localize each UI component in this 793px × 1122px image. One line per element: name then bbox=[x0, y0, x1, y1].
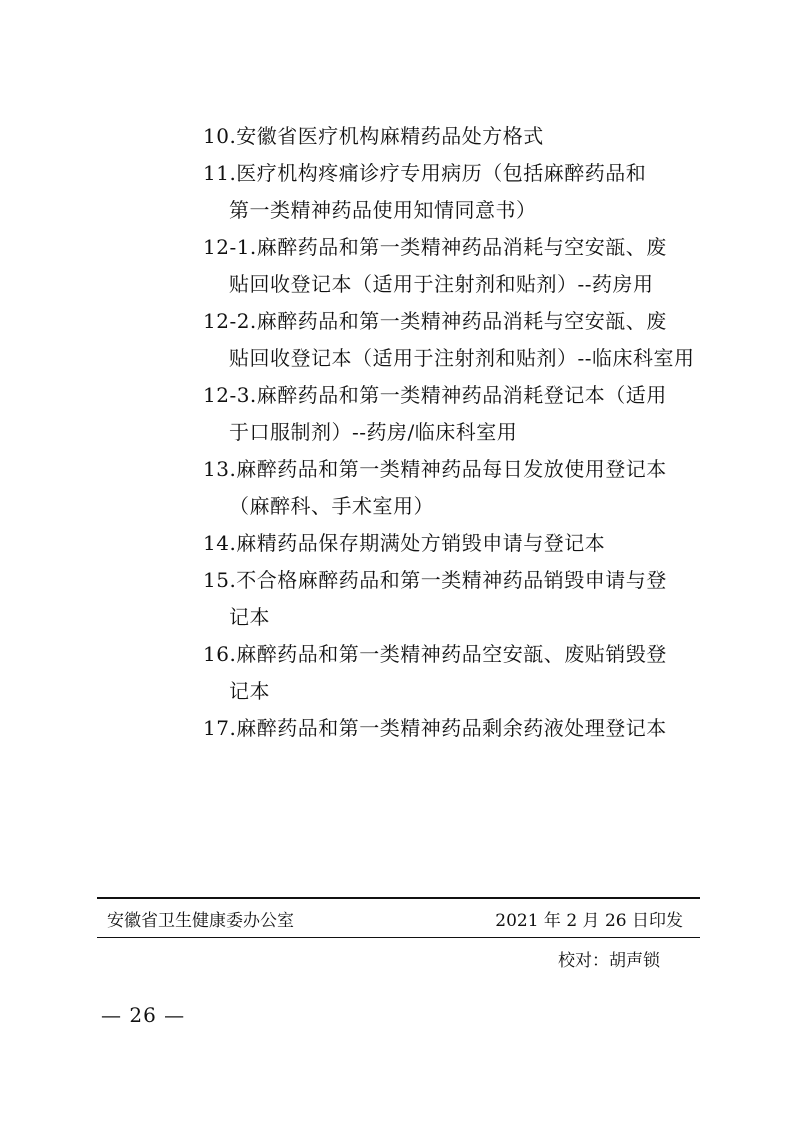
list-item-text: 13.麻醉药品和第一类精神药品每日发放使用登记本 bbox=[203, 457, 667, 481]
list-item-text: 12-1.麻醉药品和第一类精神药品消耗与空安瓿、废 bbox=[203, 235, 667, 259]
list-item bbox=[203, 562, 703, 636]
list-item-continuation: （麻醉科、手术室用） bbox=[229, 494, 434, 518]
issuer-row bbox=[97, 899, 700, 937]
document-footer bbox=[97, 897, 700, 971]
list-item bbox=[203, 710, 703, 747]
list-item bbox=[203, 303, 703, 377]
list-item-text: 16.麻醉药品和第一类精神药品空安瓿、废贴销毁登 bbox=[203, 642, 667, 666]
list-item-continuation: 第一类精神药品使用知情同意书） bbox=[229, 198, 537, 222]
list-item-text: 17.麻醉药品和第一类精神药品剩余药液处理登记本 bbox=[203, 716, 667, 740]
list-item bbox=[203, 118, 703, 155]
list-item-text: 15.不合格麻醉药品和第一类精神药品销毁申请与登 bbox=[203, 568, 667, 592]
proofreader: 校对：胡声锁 bbox=[558, 951, 660, 971]
list-item-continuation: 贴回收登记本（适用于注射剂和贴剂）--临床科室用 bbox=[229, 346, 695, 370]
list-item bbox=[203, 525, 703, 562]
page-number: — 26 — bbox=[101, 1003, 186, 1027]
list-item bbox=[203, 636, 703, 710]
list-item bbox=[203, 155, 703, 229]
list-item-text: 12-3.麻醉药品和第一类精神药品消耗登记本（适用 bbox=[203, 383, 667, 407]
list-item bbox=[203, 451, 703, 525]
list-item-text: 12-2.麻醉药品和第一类精神药品消耗与空安瓿、废 bbox=[203, 309, 667, 333]
issuer-name: 安徽省卫生健康委办公室 bbox=[107, 910, 294, 931]
attachment-list bbox=[203, 118, 703, 747]
print-date: 2021 年 2 月 26 日印发 bbox=[495, 910, 683, 931]
list-item-continuation: 记本 bbox=[229, 605, 270, 629]
list-item bbox=[203, 229, 703, 303]
list-item-continuation: 记本 bbox=[229, 679, 270, 703]
list-item-text: 10.安徽省医疗机构麻精药品处方格式 bbox=[203, 124, 544, 148]
list-item-text: 11.医疗机构疼痛诊疗专用病历（包括麻醉药品和 bbox=[203, 161, 647, 185]
footer-bottom-rule bbox=[97, 937, 700, 938]
list-item-text: 14.麻精药品保存期满处方销毁申请与登记本 bbox=[203, 531, 606, 555]
list-item-continuation: 贴回收登记本（适用于注射剂和贴剂）--药房用 bbox=[229, 272, 654, 296]
list-item-continuation: 于口服制剂）--药房/临床科室用 bbox=[229, 420, 518, 444]
list-item bbox=[203, 377, 703, 451]
